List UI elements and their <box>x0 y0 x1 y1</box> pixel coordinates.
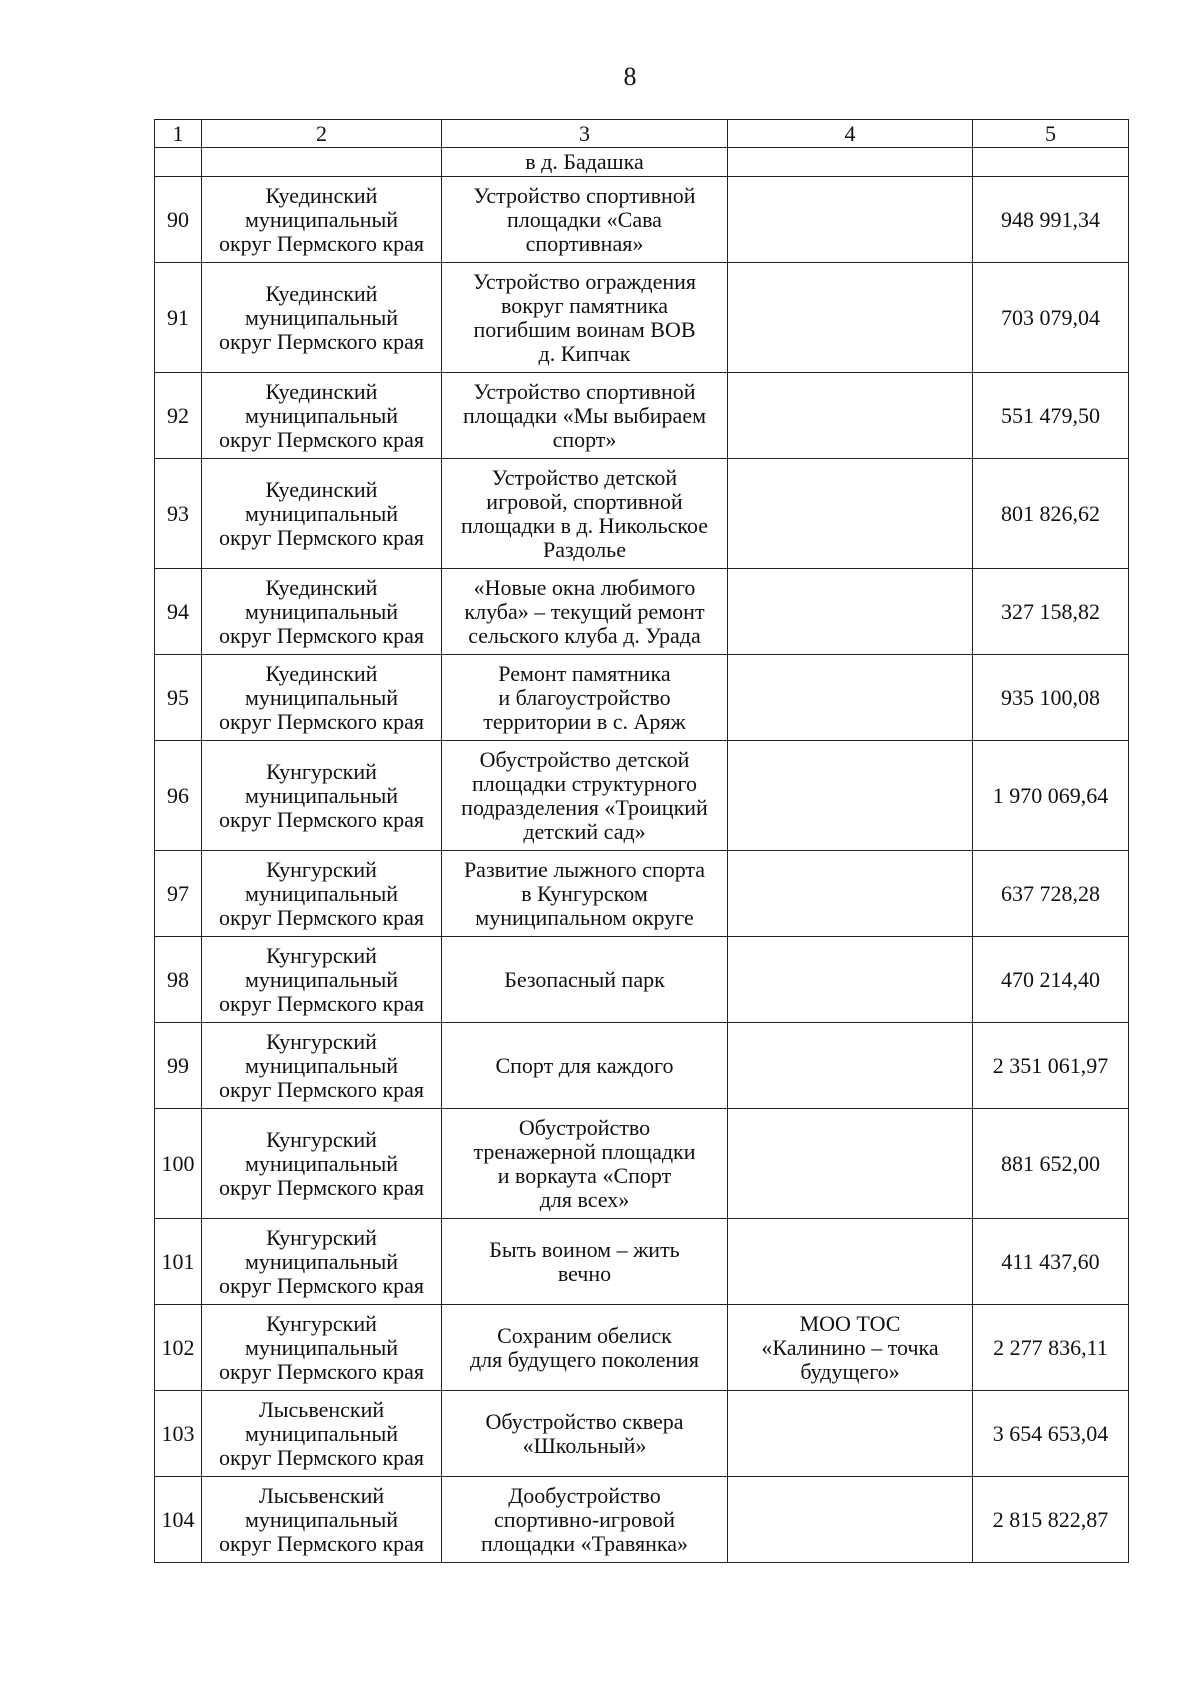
district-line: Куединский <box>265 280 378 306</box>
table-row <box>155 937 1129 1023</box>
district-line: округ Пермского края <box>218 230 425 256</box>
project-cell <box>442 1477 728 1563</box>
project-line: площадки структурного <box>472 770 697 796</box>
amount-cell: 881 652,00 <box>973 1109 1129 1219</box>
project-cell <box>442 263 728 373</box>
table-row <box>155 177 1129 263</box>
header-cell: 3 <box>442 120 728 148</box>
table-row <box>155 655 1129 741</box>
project-cell <box>442 459 728 569</box>
table-row <box>155 569 1129 655</box>
district-line: округ Пермского края <box>218 1530 425 1556</box>
project-line: Ремонт памятника <box>498 660 671 686</box>
row-number: 100 <box>155 1109 202 1219</box>
row-number: 95 <box>155 655 202 741</box>
amount-cell: 1 970 069,64 <box>973 741 1129 851</box>
district-line: Кунгурский <box>266 856 377 882</box>
district-line: Лысьвенский <box>258 1482 385 1508</box>
initiator-cell <box>728 655 973 741</box>
project-line: Устройство детской <box>491 464 678 490</box>
district-line: Кунгурский <box>266 1028 377 1054</box>
project-cell <box>442 1109 728 1219</box>
district-cell <box>202 373 442 459</box>
table-row <box>155 1305 1129 1391</box>
initiator-cell <box>728 459 973 569</box>
row-number: 90 <box>155 177 202 263</box>
table-row <box>155 1109 1129 1219</box>
project-cell <box>442 655 728 741</box>
district-line: округ Пермского края <box>218 990 425 1016</box>
table-body <box>155 120 1129 1563</box>
project-cell <box>442 373 728 459</box>
amount-cell: 948 991,34 <box>973 177 1129 263</box>
amount-cell: 703 079,04 <box>973 263 1129 373</box>
continuation-cell: в д. Бадашка <box>442 148 728 177</box>
project-line: «Новые окна любимого <box>473 574 696 600</box>
district-line: муниципальный <box>244 206 399 232</box>
project-line: спортивно-игровой <box>494 1506 675 1532</box>
project-line: Обустройство детской <box>479 746 690 772</box>
district-cell <box>202 1219 442 1305</box>
district-line: муниципальный <box>244 500 399 526</box>
district-line: Кунгурский <box>266 1224 377 1250</box>
initiator-cell <box>728 263 973 373</box>
district-line: округ Пермского края <box>218 708 425 734</box>
amount-cell: 935 100,08 <box>973 655 1129 741</box>
project-line: Безопасный парк <box>504 966 665 992</box>
amount-cell: 637 728,28 <box>973 851 1129 937</box>
project-line: Обустройство <box>518 1114 651 1140</box>
project-line: «Школьный» <box>522 1432 647 1458</box>
district-line: Куединский <box>265 182 378 208</box>
table-row <box>155 851 1129 937</box>
project-line: Устройство спортивной <box>473 182 696 208</box>
amount-cell: 3 654 653,04 <box>973 1391 1129 1477</box>
continuation-cell <box>202 148 442 177</box>
amount-cell: 2 351 061,97 <box>973 1023 1129 1109</box>
initiator-cell <box>728 1391 973 1477</box>
district-line: округ Пермского края <box>218 904 425 930</box>
row-number: 93 <box>155 459 202 569</box>
district-line: Куединский <box>265 476 378 502</box>
project-cell <box>442 1305 728 1391</box>
project-line: и воркаута «Спорт <box>497 1162 672 1188</box>
district-line: Лысьвенский <box>258 1396 385 1422</box>
project-line: погибшим воинам ВОВ <box>473 316 696 342</box>
page-number: 8 <box>623 62 637 91</box>
project-cell <box>442 1023 728 1109</box>
project-line: клуба» – текущий ремонт <box>464 598 705 624</box>
initiator-cell <box>728 569 973 655</box>
district-line: округ Пермского края <box>218 426 425 452</box>
project-line: подразделения «Троицкий <box>461 794 708 820</box>
project-line: и благоустройство <box>498 684 671 710</box>
district-line: Кунгурский <box>266 1310 377 1336</box>
continuation-cell <box>728 148 973 177</box>
row-number: 92 <box>155 373 202 459</box>
project-line: Дообустройство <box>508 1482 661 1508</box>
project-line: Сохраним обелиск <box>497 1322 672 1348</box>
initiator-cell <box>728 741 973 851</box>
district-line: Куединский <box>265 660 378 686</box>
table-row <box>155 459 1129 569</box>
district-line: округ Пермского края <box>218 328 425 354</box>
header-row <box>155 120 1129 148</box>
project-line: сельского клуба д. Урада <box>468 622 701 648</box>
row-number: 104 <box>155 1477 202 1563</box>
project-line: площадки «Сава <box>507 206 662 232</box>
project-cell <box>442 1391 728 1477</box>
initiator-cell <box>728 373 973 459</box>
district-line: муниципальный <box>244 598 399 624</box>
project-line: для будущего поколения <box>469 1346 700 1372</box>
project-line: площадки «Травянка» <box>480 1530 689 1556</box>
row-number: 97 <box>155 851 202 937</box>
district-line: муниципальный <box>244 880 399 906</box>
district-cell <box>202 1391 442 1477</box>
district-cell <box>202 569 442 655</box>
project-line: вокруг памятника <box>500 292 669 318</box>
project-line: муниципальном округе <box>475 904 694 930</box>
district-cell <box>202 1023 442 1109</box>
row-number: 91 <box>155 263 202 373</box>
amount-cell: 470 214,40 <box>973 937 1129 1023</box>
district-line: округ Пермского края <box>218 1358 425 1384</box>
row-number: 96 <box>155 741 202 851</box>
project-cell <box>442 741 728 851</box>
district-line: муниципальный <box>244 684 399 710</box>
initiator-line: «Калинино – точка <box>761 1334 939 1360</box>
initiator-cell <box>728 1109 973 1219</box>
table-row <box>155 1391 1129 1477</box>
district-line: округ Пермского края <box>218 806 425 832</box>
district-line: муниципальный <box>244 1052 399 1078</box>
row-number: 98 <box>155 937 202 1023</box>
district-cell <box>202 1109 442 1219</box>
initiator-cell <box>728 1219 973 1305</box>
district-cell <box>202 851 442 937</box>
project-line: д. Кипчак <box>538 340 631 366</box>
table-row <box>155 1219 1129 1305</box>
district-line: округ Пермского края <box>218 524 425 550</box>
district-cell <box>202 263 442 373</box>
project-line: Устройство ограждения <box>472 268 697 294</box>
amount-cell: 2 815 822,87 <box>973 1477 1129 1563</box>
district-line: Кунгурский <box>266 1126 377 1152</box>
project-line: спорт» <box>552 426 617 452</box>
project-line: вечно <box>557 1260 612 1286</box>
continuation-cell <box>973 148 1129 177</box>
initiator-line: будущего» <box>800 1358 900 1384</box>
district-cell <box>202 459 442 569</box>
table-row <box>155 741 1129 851</box>
initiator-cell <box>728 851 973 937</box>
row-number: 102 <box>155 1305 202 1391</box>
district-line: муниципальный <box>244 782 399 808</box>
project-line: игровой, спортивной <box>486 488 683 514</box>
initiator-cell <box>728 1023 973 1109</box>
project-line: тренажерной площадки <box>473 1138 696 1164</box>
district-cell <box>202 1477 442 1563</box>
amount-cell: 551 479,50 <box>973 373 1129 459</box>
amount-cell: 411 437,60 <box>973 1219 1129 1305</box>
row-number: 103 <box>155 1391 202 1477</box>
district-line: муниципальный <box>244 304 399 330</box>
amount-cell: 327 158,82 <box>973 569 1129 655</box>
table-row <box>155 373 1129 459</box>
district-line: муниципальный <box>244 966 399 992</box>
header-cell: 2 <box>202 120 442 148</box>
projects-table <box>154 119 1129 1563</box>
initiator-cell <box>728 1305 973 1391</box>
district-line: муниципальный <box>244 1506 399 1532</box>
project-line: Спорт для каждого <box>495 1052 674 1078</box>
initiator-cell <box>728 937 973 1023</box>
header-cell: 1 <box>155 120 202 148</box>
project-line: Быть воином – жить <box>489 1236 680 1262</box>
header-cell: 4 <box>728 120 973 148</box>
district-line: Куединский <box>265 574 378 600</box>
table-row <box>155 263 1129 373</box>
district-line: округ Пермского края <box>218 1272 425 1298</box>
project-line: площадки в д. Никольское <box>460 512 709 538</box>
header-cell: 5 <box>973 120 1129 148</box>
project-cell <box>442 177 728 263</box>
project-line: Устройство спортивной <box>473 378 696 404</box>
project-line: территории в с. Аряж <box>483 708 686 734</box>
initiator-cell <box>728 177 973 263</box>
project-line: Раздолье <box>543 536 626 562</box>
district-line: Кунгурский <box>266 942 377 968</box>
district-line: муниципальный <box>244 1150 399 1176</box>
project-cell <box>442 569 728 655</box>
amount-cell: 2 277 836,11 <box>973 1305 1129 1391</box>
continuation-cell <box>155 148 202 177</box>
project-line: площадки «Мы выбираем <box>462 402 707 428</box>
amount-cell: 801 826,62 <box>973 459 1129 569</box>
row-number: 99 <box>155 1023 202 1109</box>
district-line: округ Пермского края <box>218 1444 425 1470</box>
district-line: округ Пермского края <box>218 622 425 648</box>
initiator-cell <box>728 1477 973 1563</box>
project-cell <box>442 851 728 937</box>
district-line: округ Пермского края <box>218 1076 425 1102</box>
district-cell <box>202 1305 442 1391</box>
district-cell <box>202 655 442 741</box>
district-line: округ Пермского края <box>218 1174 425 1200</box>
project-line: для всех» <box>539 1186 630 1212</box>
district-line: Куединский <box>265 378 378 404</box>
project-line: в Кунгурском <box>521 880 648 906</box>
project-line: детский сад» <box>523 818 646 844</box>
row-number: 94 <box>155 569 202 655</box>
district-line: Кунгурский <box>266 758 377 784</box>
district-line: муниципальный <box>244 1420 399 1446</box>
district-line: муниципальный <box>244 402 399 428</box>
project-cell <box>442 937 728 1023</box>
district-line: муниципальный <box>244 1248 399 1274</box>
district-line: муниципальный <box>244 1334 399 1360</box>
district-cell <box>202 937 442 1023</box>
district-cell <box>202 741 442 851</box>
table-row <box>155 1023 1129 1109</box>
project-line: Развитие лыжного спорта <box>463 856 706 882</box>
project-line: спортивная» <box>525 230 644 256</box>
table-row <box>155 1477 1129 1563</box>
initiator-line: МОО ТОС <box>799 1310 901 1336</box>
project-line: Обустройство сквера <box>485 1408 684 1434</box>
continuation-row <box>155 148 1129 177</box>
project-cell <box>442 1219 728 1305</box>
row-number: 101 <box>155 1219 202 1305</box>
district-cell <box>202 177 442 263</box>
